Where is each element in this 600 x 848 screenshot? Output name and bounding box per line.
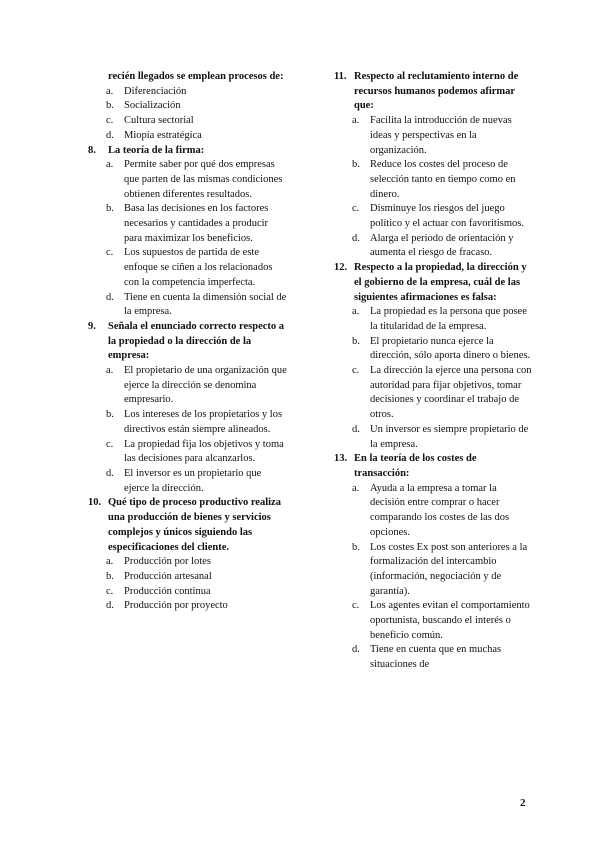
option-c: c. Producción continua: [106, 585, 211, 597]
option-b: b. Socialización: [106, 100, 181, 112]
options-list: [88, 158, 288, 320]
question-text: En la teoría de los costes de transacción:: [354, 453, 477, 479]
question-number: 9.: [88, 320, 96, 332]
options-list: [88, 364, 288, 496]
option-b: b. Los intereses de los propietarios y los directivos están siempre alineados.: [106, 409, 283, 435]
option-a: a. Producción por lotes: [106, 556, 211, 568]
question-number: 13.: [334, 453, 348, 465]
option-b: b. Los costes Ex post son anteriores a la formalización del intercambio (información, negociación y de garantía).: [352, 541, 528, 597]
question-8: [88, 144, 288, 320]
option-a: a. Ayuda a la empresa a tomar la decisión entre comprar o hacer comparando los costes de las dos opciones.: [352, 482, 510, 538]
question-9: [88, 320, 288, 496]
option-c: c. Cultura sectorial: [106, 115, 194, 127]
right-column: [334, 70, 534, 673]
question-7-text-continuation: recién llegados se emplean procesos de:: [108, 71, 284, 82]
question-text: Respecto a la propiedad, la dirección y el gobierno de la empresa, cuál de las siguientes afirmaciones es falsa:: [354, 262, 527, 303]
question-text: Respecto al reclutamiento interno de recursos humanos podemos afirmar que:: [354, 71, 519, 112]
left-column: [88, 70, 288, 614]
options-list: [334, 305, 534, 452]
question-text: La teoría de la firma:: [108, 144, 205, 156]
question-13: [334, 452, 534, 673]
option-b: b. El propietario nunca ejerce la dirección, sólo aporta dinero o bienes.: [352, 335, 531, 362]
option-c: c. Disminuye los riesgos del juego político y el actuar con favoritismos.: [352, 203, 524, 230]
option-a: a. El propietario de una organización que ejerce la dirección se denomina empresario.: [106, 365, 287, 406]
option-b: b. Reduce los costes del proceso de selección tanto en tiempo como en dinero.: [352, 159, 516, 200]
option-a: a. Facilita la introducción de nuevas ideas y perspectivas en la organización.: [352, 115, 512, 156]
options-list: [334, 114, 534, 261]
question-7-continuation: [88, 70, 288, 144]
option-a: a. Diferenciación: [106, 85, 187, 97]
option-d: d. Un inversor es siempre propietario de la empresa.: [352, 423, 529, 450]
option-c: c. La dirección la ejerce una persona con autoridad para fijar objetivos, tomar decisiones y coordinar el trabajo de otros.: [352, 365, 532, 421]
option-d: d. Tiene en cuenta la dimensión social de la empresa.: [106, 291, 287, 318]
question-number: 8.: [88, 144, 96, 156]
question-number: 12.: [334, 262, 348, 274]
option-c: c. La propiedad fija los objetivos y toma las decisiones para alcanzarlos.: [106, 438, 284, 465]
option-d: d. Alarga el periodo de orientación y aumenta el riesgo de fracaso.: [352, 232, 514, 259]
question-number: 11.: [334, 71, 347, 82]
option-a: a. Permite saber por qué dos empresas que parten de las mismas condiciones obtienen diferentes resultados.: [106, 159, 283, 200]
question-text: Qué tipo de proceso productivo realiza una producción de bienes y servicios complejos y únicos siguiendo las especificaciones del cliente.: [108, 497, 281, 553]
option-d: d. El inversor es un propietario que ejerce la dirección.: [106, 467, 262, 494]
options-list: [88, 85, 288, 144]
option-a: a. La propiedad es la persona que posee la titularidad de la empresa.: [352, 306, 527, 332]
question-text: Señala el enunciado correcto respecto a la propiedad o la dirección de la empresa:: [108, 320, 285, 362]
options-list: [334, 482, 534, 673]
option-c: c. Los supuestos de partida de este enfoque se ciñen a los relacionados con la competencia imperfecta.: [106, 247, 273, 288]
page-number: 2: [520, 797, 526, 809]
question-10: [88, 496, 288, 614]
question-number: 10.: [88, 497, 102, 509]
option-d: d. Tiene en cuenta que en muchas situaciones de: [352, 644, 502, 671]
question-11: [334, 70, 534, 261]
options-list: [88, 555, 288, 614]
option-d: d. Producción por proyecto: [106, 600, 228, 612]
option-d: d. Miopía estratégica: [106, 129, 202, 141]
option-b: b. Producción artesanal: [106, 570, 212, 582]
question-12: [334, 261, 534, 452]
option-b: b. Basa las decisiones en los factores necesarios y cantidades a producir para maximizar los beneficios.: [106, 203, 269, 244]
option-c: c. Los agentes evitan el comportamiento oportunista, buscando el interés o beneficio común.: [352, 600, 530, 641]
